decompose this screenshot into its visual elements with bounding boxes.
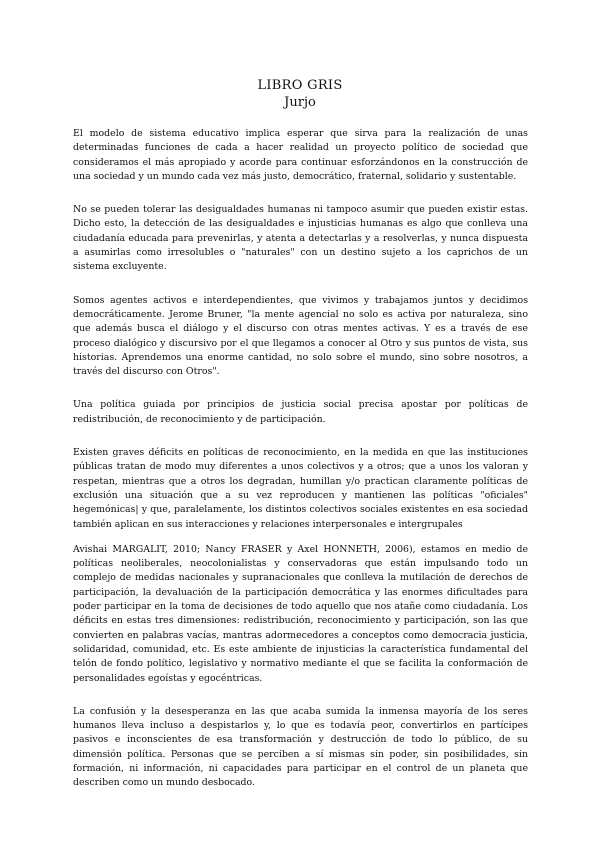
document-author: Jurjo	[284, 95, 316, 110]
paragraph-1: El modelo de sistema educativo implica esperar que sirva para la realización de unas determinadas funciones de cada a hacer realidad un proyecto político de sociedad que consideramos el más apropiado y acorde para continuar esforzándonos en la construcción de una sociedad y un mundo cada vez más justo, democrático, fraternal, solidario y sustentable.	[73, 128, 528, 182]
paragraph-5: Existen graves déficits en políticas de reconocimiento, en la medida en que las instituciones públicas tratan de modo muy diferentes a unos colectivos y a otros; que a unos los valoran y respetan, mientras que a otros los degradan, humillan y/o practican claramente políticas de exclusión una situación que a su vez reproducen y mantienen las políticas "oficiales" hegemónicas| y que, paralelamente, los distintos colectivos sociales existentes en esa sociedad también aplican en sus interacciones y relaciones interpersonales e intergrupales	[73, 447, 528, 530]
paragraph-4: Una política guiada por principios de justicia social precisa apostar por políticas de redistribución, de reconocimiento y de participación.	[73, 399, 528, 425]
document-body	[73, 127, 528, 810]
paragraph-3: Somos agentes activos e interdependientes, que vivimos y trabajamos juntos y decidimos democráticamente. Jerome Bruner, "la mente agencial no solo es activa por naturaleza, sino que además busca el diálogo y el discurso con otras mentes activas. Y es a través de ese proceso dialógico y discursivo por el que llegamos a conocer al Otro y sus puntos de vista, sus historias. Aprendemos una enorme cantidad, no solo sobre el mundo, sino sobre nosotros, a través del discurso con Otros".	[73, 294, 528, 378]
document-title: LIBRO GRIS	[257, 78, 343, 93]
paragraph-7: La confusión y la desesperanza en las que acaba sumida la inmensa mayoría de los seres humanos lleva incluso a despistarlos y, lo que es todavía peor, convertirlos en partícipes pasivos e inconscientes de esa transformación y destrucción de todo lo público, de su dimensión política. Personas que se perciben a sí mismas sin poder, sin posibilidades, sin formación, ni información, ni capacidades para participar en el control de un planeta que describen como un mundo desbocado.	[73, 705, 528, 789]
document-header	[0, 78, 600, 111]
paragraph-6: Avishai MARGALIT, 2010; Nancy FRASER y Axel HONNETH, 2006), estamos en medio de políticas neoliberales, neocolonialistas y conservadoras que están impulsando todo un complejo de medidas nacionales y supranacionales que conlleva la mutilación de derechos de participación, la devaluación de la participación democrática y las enormes dificultades para poder participar en la toma de decisiones de todo aquello que nos atañe como ciudadanía. Los déficits en estas tres dimensiones: redistribución, reconocimiento y participación, son las que convierten en palabras vacías, mantras adormecedores a conceptos como democracia justicia, solidaridad, comunidad, etc. Es este ambiente de injusticias la característica fundamental del telón de fondo político, legislativo y normativo mediante el que se facilita la conformación de personalidades egoístas y egocéntricas.	[73, 543, 528, 684]
paragraph-2: No se pueden tolerar las desigualdades humanas ni tampoco asumir que pueden existir estas. Dicho esto, la detección de las desigualdades e injusticias humanas es algo que conlleva una ciudadanía educada para prevenirlas, y atenta a detectarlas y a resolverlas, y nunca dispuesta a asumirlas como irresolubles o "naturales" con un destino sujeto a los caprichos de un sistema excluyente.	[73, 204, 528, 273]
